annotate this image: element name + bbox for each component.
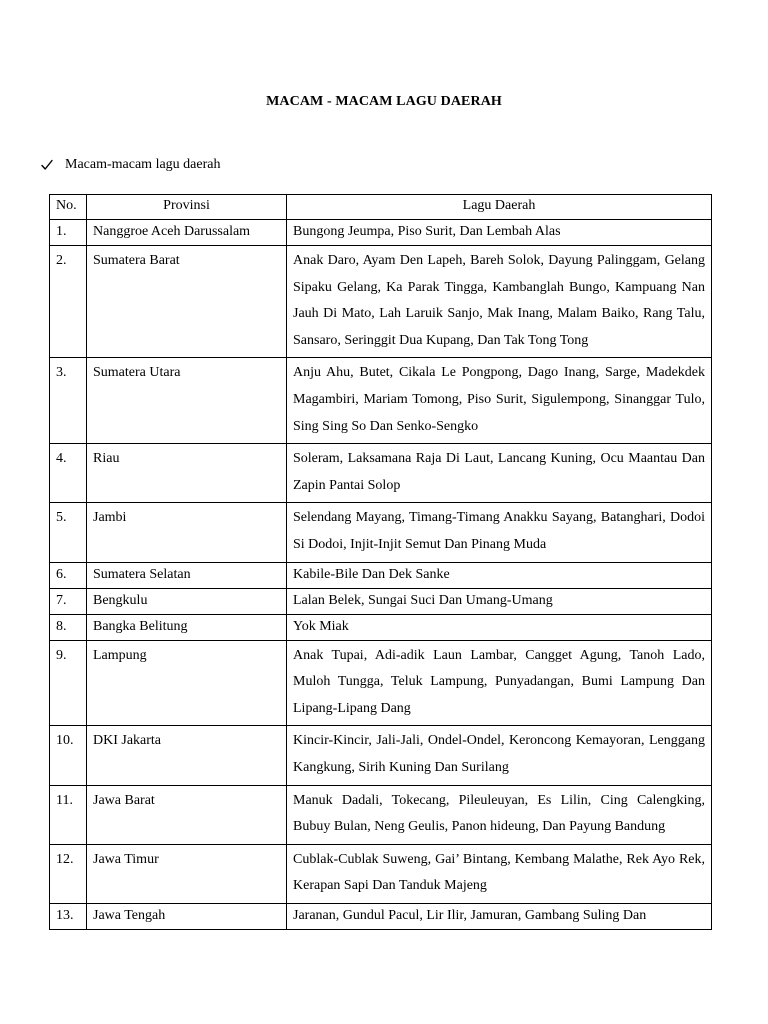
row-songs: Jaranan, Gundul Pacul, Lir Ilir, Jamuran, Gambang Suling Dan xyxy=(287,903,712,929)
row-songs: Anak Tupai, Adi-adik Laun Lambar, Cangget Agung, Tanoh Lado, Muloh Tungga, Teluk Lampung, Punyadangan, Bumi Lampung Dan Lipang-Lipang Dang xyxy=(287,640,712,726)
table-row xyxy=(50,844,712,903)
table-row xyxy=(50,903,712,929)
check-icon xyxy=(41,159,53,171)
row-no: 4. xyxy=(50,444,87,503)
table-row xyxy=(50,614,712,640)
row-no: 13. xyxy=(50,903,87,929)
row-province: Sumatera Selatan xyxy=(87,562,287,588)
row-songs: Kabile-Bile Dan Dek Sanke xyxy=(287,562,712,588)
table-row xyxy=(50,444,712,503)
row-no: 3. xyxy=(50,358,87,444)
table-row xyxy=(50,726,712,785)
row-province: Jawa Barat xyxy=(87,785,287,844)
row-songs: Bungong Jeumpa, Piso Surit, Dan Lembah Alas xyxy=(287,220,712,246)
row-province: Jambi xyxy=(87,503,287,562)
row-no: 5. xyxy=(50,503,87,562)
row-no: 6. xyxy=(50,562,87,588)
row-province: Nanggroe Aceh Darussalam xyxy=(87,220,287,246)
row-songs: Lalan Belek, Sungai Suci Dan Umang-Umang xyxy=(287,588,712,614)
row-songs: Yok Miak xyxy=(287,614,712,640)
header-province: Provinsi xyxy=(87,195,287,220)
row-songs: Selendang Mayang, Timang-Timang Anakku Sayang, Batanghari, Dodoi Si Dodoi, Injit-Injit Semut Dan Pinang Muda xyxy=(287,503,712,562)
row-province: Bengkulu xyxy=(87,588,287,614)
row-no: 12. xyxy=(50,844,87,903)
header-songs: Lagu Daerah xyxy=(287,195,712,220)
songs-table xyxy=(49,194,712,930)
bullet-item xyxy=(41,157,220,173)
row-no: 11. xyxy=(50,785,87,844)
header-no: No. xyxy=(50,195,87,220)
table-row xyxy=(50,562,712,588)
row-no: 10. xyxy=(50,726,87,785)
row-province: Lampung xyxy=(87,640,287,726)
row-province: DKI Jakarta xyxy=(87,726,287,785)
row-no: 1. xyxy=(50,220,87,246)
row-songs: Anju Ahu, Butet, Cikala Le Pongpong, Dago Inang, Sarge, Madekdek Magambiri, Mariam Tomong, Piso Surit, Sigulempong, Sinanggar Tulo, Sing Sing So Dan Senko-Sengko xyxy=(287,358,712,444)
row-province: Riau xyxy=(87,444,287,503)
bullet-text: Macam-macam lagu daerah xyxy=(65,157,221,172)
row-province: Sumatera Utara xyxy=(87,358,287,444)
table-row xyxy=(50,588,712,614)
row-songs: Anak Daro, Ayam Den Lapeh, Bareh Solok, Dayung Palinggam, Gelang Sipaku Gelang, Ka Parak Tingga, Kambanglah Bungo, Kampuang Nan Jauh Di Mato, Lah Laruik Sanjo, Mak Inang, Malam Baiko, Rang Talu, Sansaro, Seringgit Dua Kupang, Dan Tak Tong Tong xyxy=(287,246,712,358)
table-row xyxy=(50,640,712,726)
row-songs: Soleram, Laksamana Raja Di Laut, Lancang Kuning, Ocu Maantau Dan Zapin Pantai Solop xyxy=(287,444,712,503)
row-no: 8. xyxy=(50,614,87,640)
row-songs: Kincir-Kincir, Jali-Jali, Ondel-Ondel, Keroncong Kemayoran, Lenggang Kangkung, Sirih Kuning Dan Surilang xyxy=(287,726,712,785)
table-row xyxy=(50,246,712,358)
row-songs: Cublak-Cublak Suweng, Gai’ Bintang, Kembang Malathe, Rek Ayo Rek, Kerapan Sapi Dan Tanduk Majeng xyxy=(287,844,712,903)
row-province: Jawa Timur xyxy=(87,844,287,903)
document-title: MACAM - MACAM LAGU DAERAH xyxy=(266,94,502,109)
row-province: Sumatera Barat xyxy=(87,246,287,358)
row-songs: Manuk Dadali, Tokecang, Pileuleuyan, Es Lilin, Cing Calengking, Bubuy Bulan, Neng Geulis, Panon hideung, Dan Payung Bandung xyxy=(287,785,712,844)
table-row xyxy=(50,503,712,562)
row-no: 9. xyxy=(50,640,87,726)
row-no: 7. xyxy=(50,588,87,614)
table-row xyxy=(50,358,712,444)
table-row xyxy=(50,785,712,844)
row-province: Jawa Tengah xyxy=(87,903,287,929)
table-header-row xyxy=(50,195,712,220)
table-row xyxy=(50,220,712,246)
row-province: Bangka Belitung xyxy=(87,614,287,640)
row-no: 2. xyxy=(50,246,87,358)
